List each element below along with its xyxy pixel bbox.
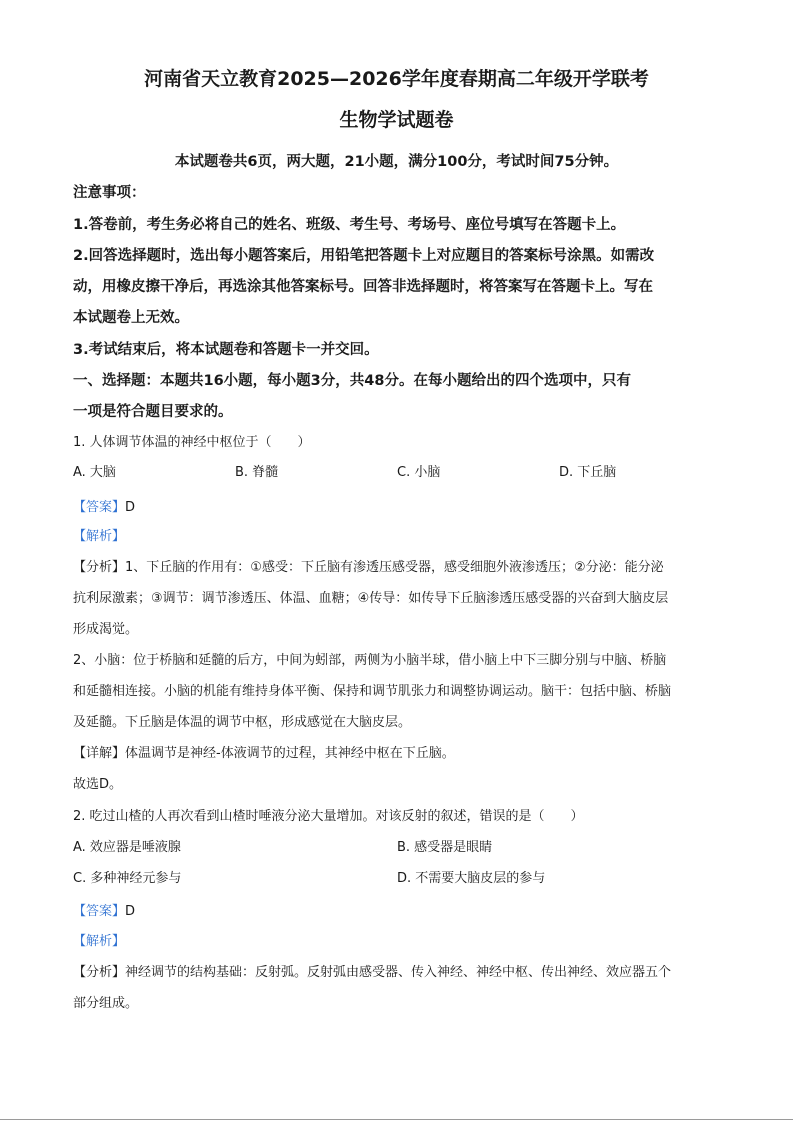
q1-analysis-line-2: 抗利尿激素；③调节：调节渗透压、体温、血糖；④传导：如传导下丘脑渗透压感受器的兴奋到大脑皮层 [73, 591, 669, 606]
page-title: 河南省天立教育2025—2026学年度春期高二年级开学联考 [144, 68, 649, 90]
q2-stem: 2. 吃过山楂的人再次看到山楂时唾液分泌大量增加。对该反射的叙述，错误的是（ ） [73, 809, 584, 824]
answer-tag: 【答案】 [73, 904, 126, 919]
answer-tag: 【答案】 [73, 500, 126, 515]
q1-analysis-tag: 【解析】 [73, 529, 126, 544]
section-heading-line-2: 一项是符合题目要求的。 [73, 404, 233, 420]
answer-value: D [125, 500, 136, 515]
q2-option-b: B. 感受器是眼睛 [397, 840, 493, 855]
q1-analysis-line-4: 2、小脑：位于桥脑和延髓的后方，中间为蚓部，两侧为小脑半球，借小脑上中下三脚分别与中脑、桥脑 [73, 653, 667, 668]
notice-item-2-line-2: 动，用橡皮擦干净后，再选涂其他答案标号。回答非选择题时，将答案写在答题卡上。写在 [73, 279, 653, 295]
analysis-text: 1、下丘脑的作用有：①感受：下丘脑有渗透压感受器，感受细胞外液渗透压；②分泌：能分泌 [125, 560, 664, 575]
section-heading-line-1: 一、选择题：本题共16小题，每小题3分，共48分。在每小题给出的四个选项中，只有 [73, 373, 631, 389]
notice-item-2-line-1: 2.回答选择题时，选出每小题答案后，用铅笔把答题卡上对应题目的答案标号涂黑。如需改 [73, 248, 655, 264]
q2-answer [73, 900, 135, 919]
q2-analysis-tag: 【解析】 [73, 934, 126, 949]
detail-text: 体温调节是神经-体液调节的过程，其神经中枢在下丘脑。 [125, 746, 455, 761]
q1-analysis-line-6: 及延髓。下丘脑是体温的调节中枢，形成感觉在大脑皮层。 [73, 715, 412, 730]
q1-conclusion: 故选D。 [73, 777, 123, 792]
q2-option-d: D. 不需要大脑皮层的参与 [397, 871, 546, 886]
q1-analysis-line-1 [73, 556, 664, 575]
notice-item-2-line-3: 本试题卷上无效。 [73, 310, 189, 326]
page-subtitle: 生物学试题卷 [339, 109, 454, 131]
fenxi-tag: 【分析】 [73, 965, 126, 980]
page-bottom-rule [0, 1119, 793, 1120]
q1-option-d: D. 下丘脑 [559, 465, 617, 480]
q1-analysis-line-5: 和延髓相连接。小脑的机能有维持身体平衡、保持和调节肌张力和调整协调运动。脑干：包括中脑、桥脑 [73, 684, 672, 699]
q2-option-c: C. 多种神经元参与 [73, 871, 182, 886]
q1-answer [73, 496, 135, 515]
answer-value: D [125, 904, 136, 919]
q1-stem: 1. 人体调节体温的神经中枢位于（ ） [73, 435, 311, 450]
notice-item-3: 3.考试结束后，将本试题卷和答题卡一并交回。 [73, 342, 379, 358]
detail-tag: 【详解】 [73, 746, 126, 761]
q1-option-b: B. 脊髓 [235, 465, 279, 480]
q2-option-a: A. 效应器是唾液腺 [73, 840, 181, 855]
q1-analysis-line-3: 形成渴觉。 [73, 622, 139, 637]
q2-analysis-line-1 [73, 961, 671, 980]
q2-analysis-line-2: 部分组成。 [73, 996, 139, 1011]
notice-item-1: 1.答卷前，考生务必将自己的姓名、班级、考生号、考场号、座位号填写在答题卡上。 [73, 217, 626, 233]
exam-intro: 本试题卷共6页，两大题，21小题，满分100分，考试时间75分钟。 [174, 154, 619, 170]
q1-option-c: C. 小脑 [397, 465, 441, 480]
q1-detail [73, 742, 455, 761]
q1-option-a: A. 大脑 [73, 465, 116, 480]
notice-heading: 注意事项： [73, 185, 146, 201]
fenxi-tag: 【分析】 [73, 560, 126, 575]
analysis-text: 神经调节的结构基础：反射弧。反射弧由感受器、传入神经、神经中枢、传出神经、效应器五个 [125, 965, 672, 980]
